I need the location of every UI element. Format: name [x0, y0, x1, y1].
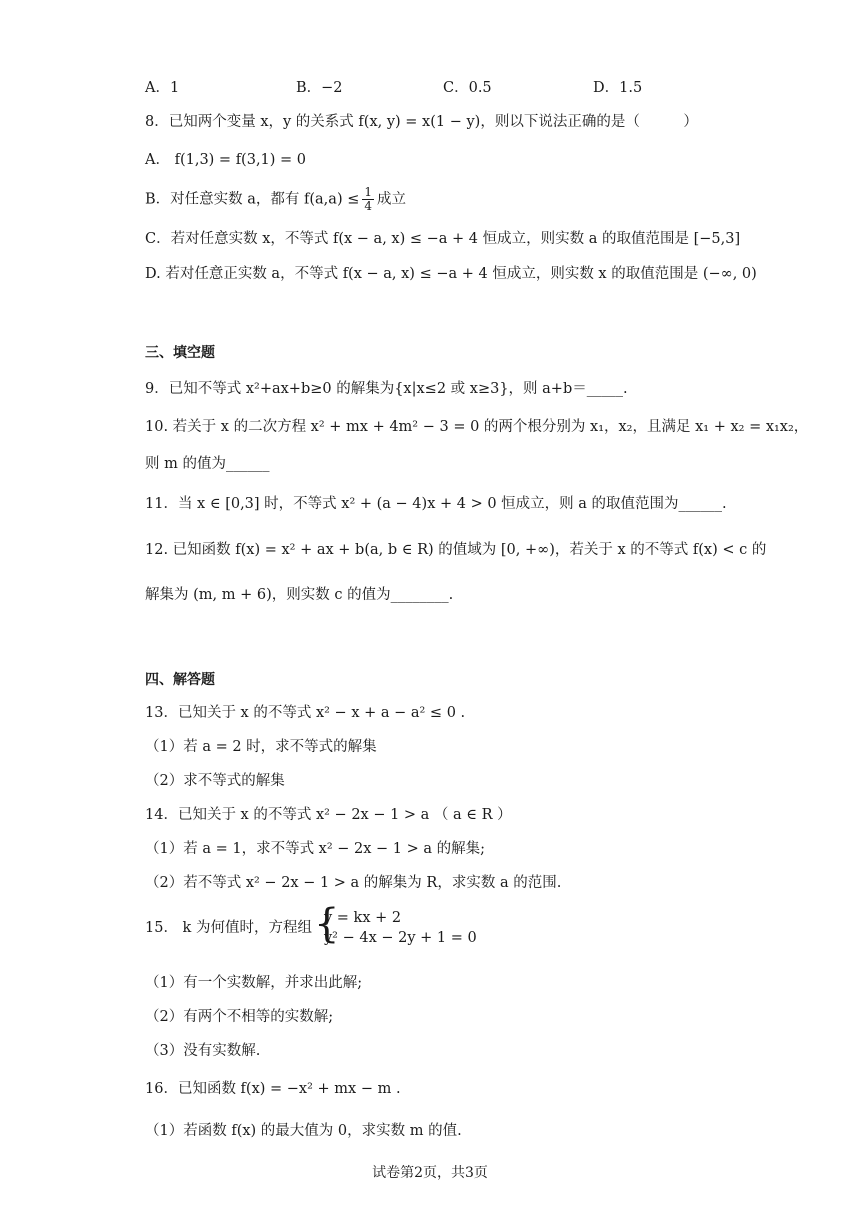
- option-a: A．1: [145, 80, 180, 96]
- q14: 14．已知关于 x 的不等式 x² − 2x − 1 > a （ a ∈ R ）: [145, 807, 512, 823]
- q8-option-b-pre: B．对任意实数 a，都有 f(a,a) ≤: [145, 191, 360, 208]
- q10-line1: 10. 若关于 x 的二次方程 x² + mx + 4m² − 3 = 0 的两个根分别为 x₁，x₂，且满足 x₁ + x₂ = x₁x₂，: [145, 419, 809, 435]
- option-d: D．1.5: [593, 80, 643, 96]
- section-answer: 四、解答题: [145, 672, 215, 688]
- q15-stem: 15． k 为何值时，方程组: [145, 920, 312, 936]
- q8-option-a: A． f(1,3) = f(3,1) = 0: [145, 152, 307, 168]
- option-c: C．0.5: [443, 80, 492, 96]
- fraction: [362, 186, 374, 213]
- q11: 11．当 x ∈ [0,3] 时，不等式 x² + (a − 4)x + 4 > 0 恒成立，则 a 的取值范围为______.: [145, 496, 727, 512]
- fraction-denominator: 4: [364, 199, 372, 213]
- q8-option-b: [145, 186, 406, 213]
- q10-line2: 则 m 的值为______: [145, 456, 270, 472]
- q14-part2: （2）若不等式 x² − 2x − 1 > a 的解集为 R，求实数 a 的范围.: [145, 875, 562, 891]
- brace-icon: {: [313, 901, 340, 947]
- q16: 16．已知函数 f(x) = −x² + mx − m .: [145, 1081, 401, 1097]
- fraction-numerator: 1: [364, 185, 372, 199]
- q13-part2: （2）求不等式的解集: [145, 773, 285, 789]
- q12-line1: 12. 已知函数 f(x) = x² + ax + b(a, b ∈ R) 的值域为 [0, +∞)，若关于 x 的不等式 f(x) < c 的: [145, 542, 767, 558]
- q9: 9．已知不等式 x²+ax+b≥0 的解集为{x|x≤2 或 x≥3}，则 a+b＝_____.: [145, 381, 628, 397]
- q8-option-b-post: 成立: [377, 191, 406, 208]
- q15: [145, 901, 477, 948]
- q8-stem: 8．已知两个变量 x，y 的关系式 f(x, y) = x(1 − y)，则以下说法正确的是（ ）: [145, 114, 698, 130]
- page-footer: 试卷第2页，共3页: [372, 1165, 488, 1181]
- q15-part3: （3）没有实数解.: [145, 1043, 261, 1059]
- equation-1: y = kx + 2: [323, 910, 402, 926]
- q12-line2: 解集为 (m, m + 6)，则实数 c 的值为________.: [145, 587, 454, 603]
- option-b: B．−2: [296, 80, 343, 96]
- q15-part1: （1）有一个实数解，并求出此解;: [145, 975, 363, 991]
- q13: 13．已知关于 x 的不等式 x² − x + a − a² ≤ 0 .: [145, 705, 466, 721]
- q16-part1: （1）若函数 f(x) 的最大值为 0，求实数 m 的值.: [145, 1123, 462, 1139]
- equation-2: y² − 4x − 2y + 1 = 0: [323, 930, 477, 946]
- q15-part2: （2）有两个不相等的实数解;: [145, 1009, 334, 1025]
- q8-option-c: C．若对任意实数 x，不等式 f(x − a, x) ≤ −a + 4 恒成立，则实数 a 的取值范围是 [−5,3]: [145, 231, 741, 247]
- q13-part1: （1）若 a = 2 时，求不等式的解集: [145, 739, 377, 755]
- q14-part1: （1）若 a = 1，求不等式 x² − 2x − 1 > a 的解集;: [145, 841, 486, 857]
- q8-option-d: D. 若对任意正实数 a，不等式 f(x − a, x) ≤ −a + 4 恒成立，则实数 x 的取值范围是 (−∞, 0): [145, 266, 757, 282]
- equation-system: [313, 901, 477, 948]
- section-fill-in: 三、填空题: [145, 345, 215, 361]
